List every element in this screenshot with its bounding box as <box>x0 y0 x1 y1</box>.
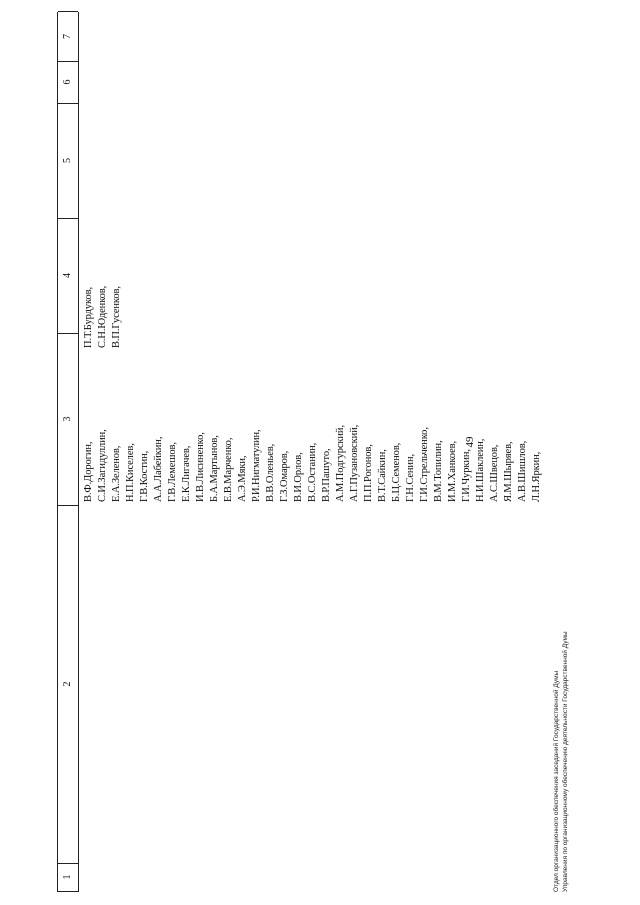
rotated-content <box>22 12 582 892</box>
list-item: Г.И.Чуркин, <box>461 449 472 502</box>
list-item: П.Т.Бурдуков, <box>83 286 94 348</box>
names-list <box>82 202 552 502</box>
list-item: В.Р.Пашуто, <box>321 448 332 502</box>
footer-line-1: Отдел организационного обеспечения заседаний Государственной Думы <box>553 670 560 892</box>
list-item: Е.В.Марченко, <box>223 437 234 502</box>
list-item: В.С.Останин, <box>307 442 318 502</box>
list-item: И.В.Лисиненко, <box>195 432 206 502</box>
list-item: Н.П.Киселев, <box>125 443 136 502</box>
list-item: А.В.Шишлов, <box>517 440 528 502</box>
list-item: Г.З.Омаров, <box>279 450 290 502</box>
page-number: 49 <box>464 436 476 448</box>
list-item: И.М.Ханкоев, <box>447 440 458 502</box>
list-item: Б.А.Мартынов, <box>209 435 220 502</box>
list-item: В.П.Гусенков, <box>111 286 122 348</box>
column-3-header: 3 <box>58 333 78 506</box>
list-item: Л.Н.Яркин, <box>531 451 542 502</box>
list-item: В.Т.Сайкин, <box>377 449 388 502</box>
column-5-header: 5 <box>58 103 78 219</box>
list-item: Н.И.Шаклеин, <box>475 438 486 502</box>
list-item: А.С.Швецов, <box>489 444 500 502</box>
list-item: А.Г.Пузановский, <box>349 424 360 502</box>
footer-line-2: Управления по организационному обеспечению деятельности Государственной Думы <box>562 631 569 892</box>
list-item: Б.Ц.Семенов, <box>391 442 402 502</box>
list-item: Г.В.Костин, <box>139 450 150 502</box>
list-item: А.А.Лабейкин, <box>153 436 164 502</box>
header-table <box>57 12 79 892</box>
column-1-header: 1 <box>58 863 78 892</box>
list-item: А.Э.Мяки, <box>237 455 248 502</box>
list-item: С.Н.Юденков, <box>97 285 108 348</box>
list-item: Я.М.Шыряев, <box>503 441 514 502</box>
list-item: Е.А.Зеленов, <box>111 445 122 502</box>
column-2-header: 2 <box>58 505 78 864</box>
list-item: С.И.Загидуллин, <box>97 429 108 502</box>
list-item: П.П.Рогонов, <box>363 444 374 502</box>
list-item: Г.И.Стрельченко, <box>419 427 430 502</box>
footer <box>552 12 570 892</box>
column-6-header: 6 <box>58 61 78 104</box>
list-item: В.В.Оленьев, <box>265 443 276 502</box>
column-4-header: 4 <box>58 218 78 334</box>
list-item: А.М.Подгурский, <box>335 425 346 502</box>
list-item: В.М.Топилин, <box>433 440 444 502</box>
list-item: В.Ф.Дорогин, <box>83 441 94 502</box>
list-item: Р.И.Нигматулин, <box>251 429 262 502</box>
list-item: Г.Н.Сенин, <box>405 454 416 502</box>
list-item: Е.К.Лигачев, <box>181 445 192 502</box>
column-7-header: 7 <box>58 11 78 62</box>
list-item: В.И.Орлов, <box>293 452 304 502</box>
list-item: Г.В.Лемешов, <box>167 442 178 502</box>
